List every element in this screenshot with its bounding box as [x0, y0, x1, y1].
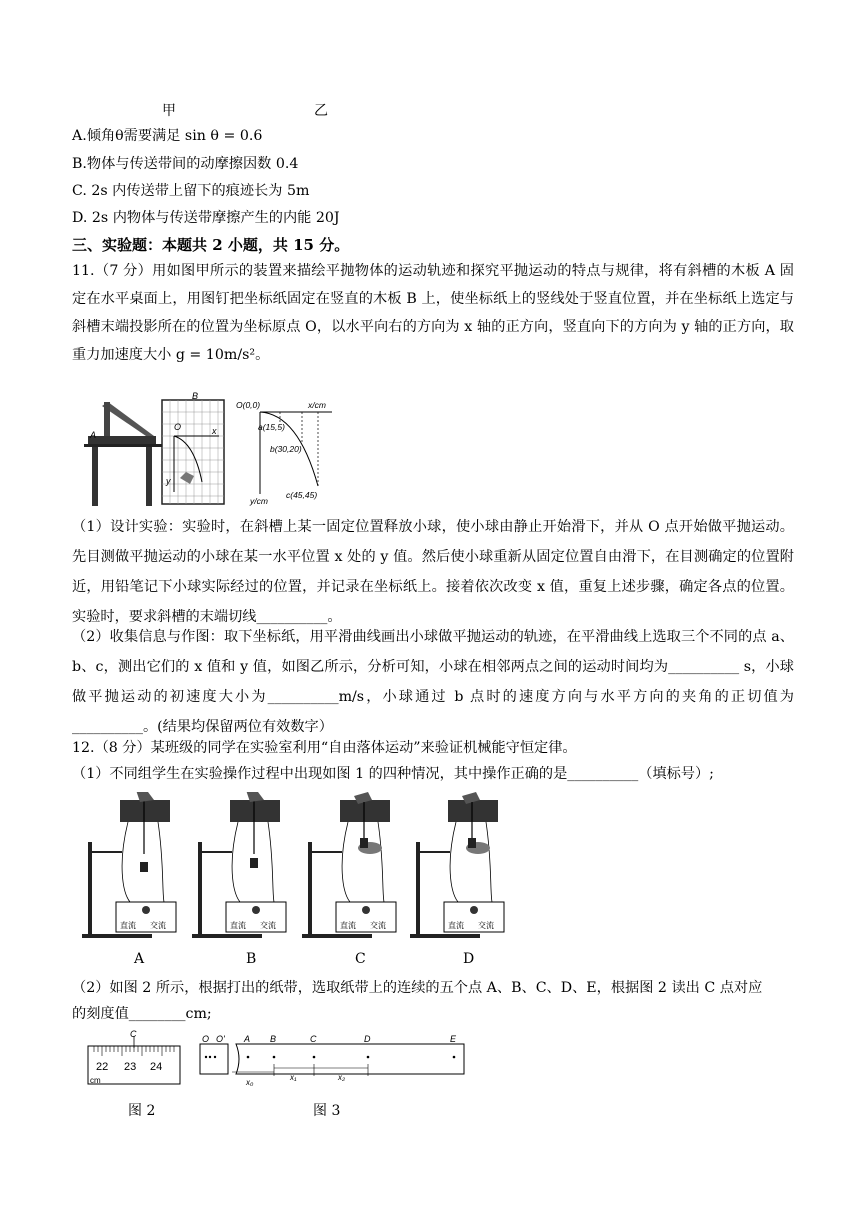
ruler-tick-23: 23: [124, 1061, 137, 1073]
wire: [122, 822, 130, 902]
origin-label: O(0,0): [236, 400, 261, 410]
wire: [342, 822, 350, 902]
setup-base: [302, 934, 372, 938]
option-d: D. 2s 内物体与传送带摩擦产生的内能 20J: [72, 210, 340, 226]
option-c: C. 2s 内传送带上留下的痕迹长为 5m: [72, 183, 310, 199]
setup-base: [82, 934, 152, 938]
option-a: A.倾角θ需要满足 sin θ = 0.6: [72, 128, 263, 144]
setup-base: [192, 934, 262, 938]
power-knob: [470, 906, 478, 914]
power-dc-label: 直流: [340, 921, 356, 930]
setup-timer: [230, 800, 280, 822]
tape-point-c: C: [310, 1034, 317, 1044]
ruler-unit: cm: [90, 1076, 101, 1085]
figure-label-left: 甲: [162, 103, 176, 119]
fig1-label-a: A: [134, 951, 145, 967]
figure-label-right: 乙: [314, 103, 328, 119]
label-B: B: [192, 392, 199, 401]
label-x: x: [212, 426, 217, 436]
option-b: B.物体与传送带间的动摩擦因数 0.4: [72, 156, 299, 172]
fig1-label-b: B: [246, 951, 257, 967]
figure-1-setups: [78, 792, 518, 942]
q12-part2-line1: （2）如图 2 所示，根据打出的纸带，选取纸带上的连续的五个点 A、B、C、D、E，根据图 2 读出 C 点对应: [72, 980, 763, 996]
setup-timer: [120, 800, 170, 822]
tape-point-o-prime: O': [216, 1034, 225, 1044]
setup-timer: [448, 800, 498, 822]
wire: [268, 822, 274, 902]
setup-timer: [340, 800, 390, 822]
point-c-label: c(45,45): [286, 490, 318, 500]
power-knob: [252, 906, 260, 914]
power-ac-label: 交流: [150, 921, 166, 930]
setup-stand: [308, 842, 312, 934]
tape-point-b: B: [270, 1034, 277, 1044]
wire: [486, 822, 492, 902]
setup-stand: [416, 842, 420, 934]
tape-point-e: E: [450, 1034, 457, 1044]
segment-x1: x₁: [290, 1073, 297, 1082]
q11-part1: （1）设计实验：实验时，在斜槽上某一固定位置释放小球，使小球由静止开始滑下，并从 O 点开始做平抛运动。先目测做平抛运动的小球在某一水平位置 x 处的 y 值。然后使小球重新从固定位置自由滑下，在目测确定的位置附近，用铅笔记下小球实际经过的位置，并记录在坐标纸上。接着依次改变 x 值，重复上述步骤，确定各点的位置。实验时，要求斜槽的末端切线__________。: [72, 519, 794, 625]
ruler-marker-c: C: [130, 1030, 137, 1039]
q12-part1: （1）不同组学生在实验操作过程中出现如图 1 的四种情况，其中操作正确的是__________（填标号）;: [72, 766, 714, 782]
weight: [360, 838, 368, 848]
tape-point-a: A: [244, 1034, 251, 1044]
setup-stand: [198, 842, 202, 934]
point-b-label: b(30,20): [270, 444, 302, 454]
wire: [378, 822, 384, 902]
label-y: y: [166, 476, 171, 486]
setups-drawing: [78, 792, 518, 942]
power-ac-label: 交流: [260, 921, 276, 930]
segment-x0: x₀: [246, 1078, 254, 1087]
section-heading: 三、实验题：本题共 2 小题，共 15 分。: [72, 236, 350, 254]
wire: [232, 822, 240, 902]
y-axis-label: y/cm: [250, 496, 268, 506]
weight: [250, 858, 258, 868]
fig1-label-d: D: [463, 951, 475, 967]
power-knob: [142, 906, 150, 914]
q12-part2-line2: 的刻度值________cm;: [72, 1006, 212, 1022]
q12-intro: 12.（8 分）某班级的同学在实验室利用“自由落体运动”来验证机械能守恒定律。: [72, 740, 577, 756]
wire: [158, 822, 164, 902]
q11-part2: （2）收集信息与作图：取下坐标纸，用平滑曲线画出小球做平抛运动的轨迹，在平滑曲线上选取三个不同的点 a、b、c，测出它们的 x 值和 y 值，如图乙所示，分析可知，小球在相邻两点之间的运动时间均为__________ s，小球做平抛运动的初速度大小为__________m/s，小球通过 b 点时的速度方向与水平方向的夹角的正切值为__________。(结果均保留两位有效数字）: [72, 629, 794, 735]
wire: [450, 822, 458, 902]
tape-point-o: O: [202, 1034, 210, 1044]
power-dc-label: 直流: [120, 921, 136, 930]
point-a-label: a(15,5): [258, 422, 285, 432]
fig2-caption: 图 2: [128, 1103, 156, 1119]
power-ac-label: 交流: [370, 921, 386, 930]
power-knob: [362, 906, 370, 914]
setup-stand: [88, 842, 92, 934]
paper-tape-figure: [196, 1030, 472, 1090]
weight: [468, 838, 476, 848]
setup-base: [410, 934, 480, 938]
x-axis-label: x/cm: [308, 400, 326, 410]
trajectory-graph: [236, 398, 346, 508]
power-ac-label: 交流: [478, 921, 494, 930]
segment-x2: x₂: [338, 1073, 346, 1082]
label-A: A: [90, 430, 97, 440]
q11-intro: 11.（7 分）用如图甲所示的装置来描绘平抛物体的运动轨迹和探究平抛运动的特点与规律，将有斜槽的木板 A 固定在水平桌面上，用图钉把坐标纸固定在竖直的木板 B 上，使坐标纸上的竖线处于竖直位置，并在坐标纸上选定与斜槽末端投影所在的位置为坐标原点 O，以水平向右的方向为 x 轴的正方向，竖直向下的方向为 y 轴的正方向，取重力加速度大小 g = 10m/s²。: [72, 263, 794, 363]
fig1-label-c: C: [355, 951, 366, 967]
label-O: O: [174, 422, 182, 432]
ruler-tick-24: 24: [150, 1061, 163, 1073]
power-dc-label: 直流: [448, 921, 464, 930]
ruler-tick-22: 22: [96, 1061, 109, 1073]
weight: [140, 862, 148, 872]
tape-point-d: D: [364, 1034, 371, 1044]
ruler-figure: [84, 1030, 184, 1090]
fig3-caption: 图 3: [313, 1103, 341, 1119]
apparatus-figure: [84, 392, 234, 510]
power-dc-label: 直流: [230, 921, 246, 930]
